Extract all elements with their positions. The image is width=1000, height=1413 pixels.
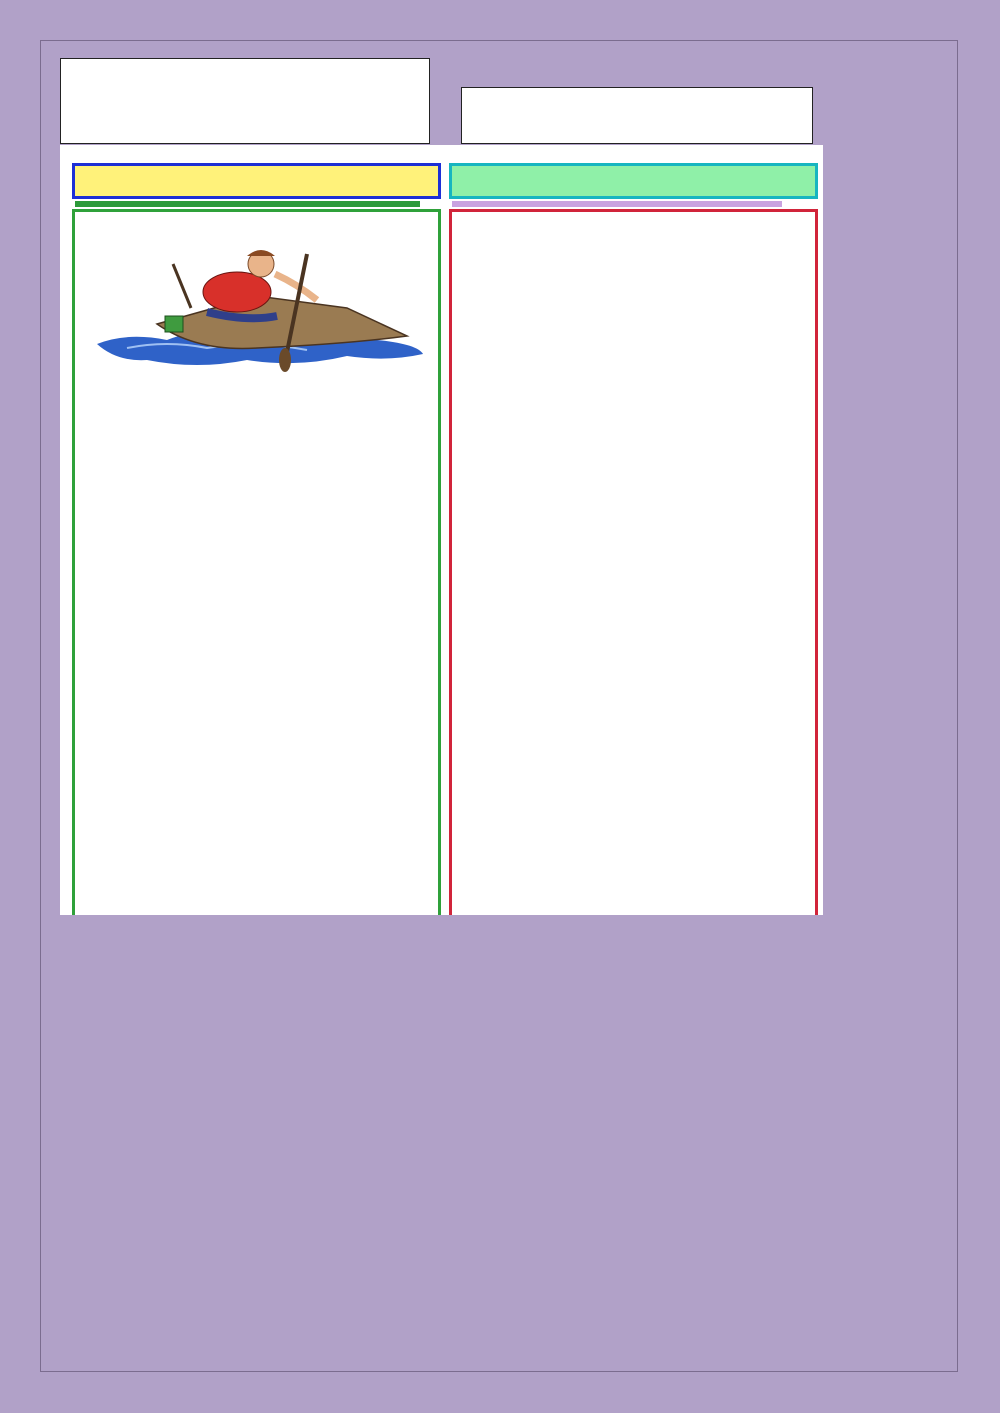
modal-accent-bar bbox=[75, 201, 420, 207]
conditional-clauses-header bbox=[449, 163, 818, 199]
worksheet-image bbox=[60, 145, 823, 915]
modal-verbs-header bbox=[72, 163, 441, 199]
modal-verbs-options-box bbox=[60, 58, 430, 144]
rowing-man-illustration bbox=[87, 244, 428, 380]
modal-verbs-panel bbox=[72, 209, 441, 915]
likelihood-options-box bbox=[461, 87, 813, 144]
conditional-accent-bar bbox=[452, 201, 782, 207]
rowing-boat-icon bbox=[87, 244, 427, 380]
conditional-clauses-panel bbox=[449, 209, 818, 915]
